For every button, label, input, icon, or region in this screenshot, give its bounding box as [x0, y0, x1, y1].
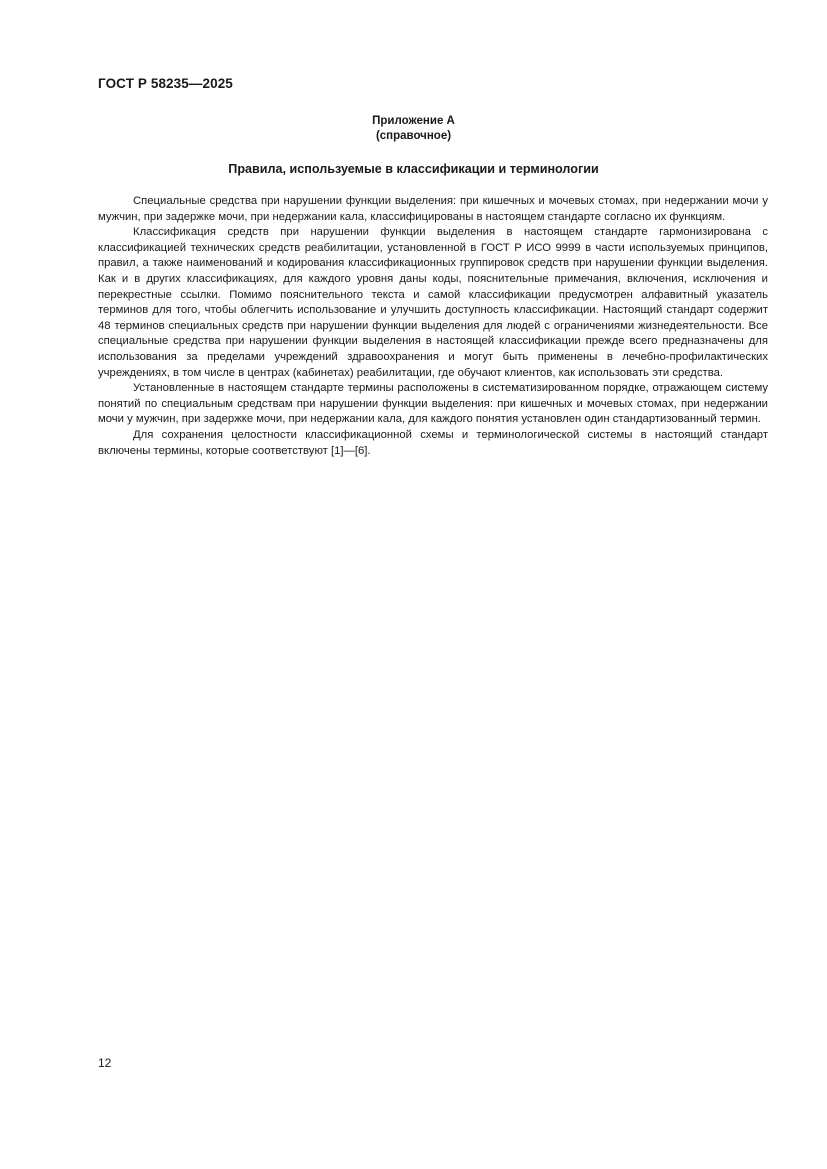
appendix-subtitle: (справочное)	[375, 130, 452, 142]
paragraph-1: Специальные средства при нарушении функции выделения: при кишечных и мочевых стомах, при недержании мочи у мужчин, при задержке мочи, при недержании кала, классифицированы в настоящем стандарте согласно их функциям.	[98, 195, 768, 223]
paragraph-4: Для сохранения целостности классификационной схемы и терминологической системы в настоящий стандарт включены термины, которые соответствуют [1]—[6].	[98, 428, 768, 457]
document-code: ГОСТ Р 58235—2025	[98, 76, 233, 91]
section-title: Правила, используемые в классификации и терминологии	[228, 162, 599, 176]
body-text	[98, 194, 768, 459]
appendix-heading	[0, 114, 827, 144]
appendix-title: Приложение А	[372, 115, 455, 127]
paragraph-2: Классификация средств при нарушении функции выделения в настоящем стандарте гармонизирована с классификацией технических средств реабилитации, установленной в ГОСТ Р ИСО 9999 в части используемых принципов, правил, а также наименований и кодирования классификационных группировок средств при нарушении функции выделения. Как и в других классификациях, для каждого уровня даны коды, пояснительные примечания, включения, исключения и перекрестные ссылки. Помимо пояснительного текста и самой классификации предусмотрен алфавитный указатель терминов для того, чтобы облегчить использование и улучшить доступность классификации. Настоящий стандарт содержит 48 терминов специальных средств при нарушении функции выделения для людей с ограничениями жизнедеятельности. Все специальные средства при нарушении функции выделения в настоящей классификации прежде всего предназначены для использования за пределами учреждений здравоохранения и могут быть применены в лечебно-профилактических учреждениях, в том числе в центрах (кабинетах) реабилитации, где обучают клиентов, как использовать эти средства.	[98, 226, 768, 379]
page-number: 12	[98, 1056, 112, 1070]
paragraph-3: Установленные в настоящем стандарте термины расположены в систематизированном порядке, отражающем систему понятий по специальным средствам при нарушении функции выделения: при кишечных и мочевых стомах, при недержании мочи у мужчин, при задержке мочи, при недержании кала, для каждого понятия установлен один стандартизованный термин.	[98, 382, 768, 426]
